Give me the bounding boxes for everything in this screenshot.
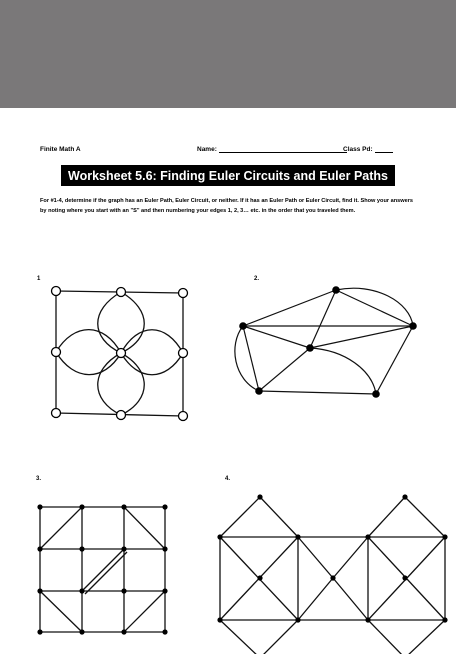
p4-vertex bbox=[257, 494, 262, 499]
p4-edge bbox=[298, 537, 333, 578]
problem-2-number: 2. bbox=[254, 276, 260, 282]
p4-vertex bbox=[365, 534, 370, 539]
p4-edge bbox=[405, 620, 445, 654]
p4-edge bbox=[368, 497, 405, 537]
p4-edge bbox=[260, 620, 298, 654]
p4-edge bbox=[220, 620, 260, 654]
p4-vertex bbox=[442, 617, 447, 622]
p4-edge bbox=[260, 497, 298, 537]
p4-edge bbox=[298, 578, 333, 620]
p4-vertex bbox=[365, 617, 370, 622]
p4-vertex bbox=[217, 617, 222, 622]
p4-vertex bbox=[442, 534, 447, 539]
p4-vertex bbox=[330, 575, 335, 580]
p4-edge bbox=[368, 620, 405, 654]
p4-vertex bbox=[295, 534, 300, 539]
problem-1-number: 1 bbox=[37, 276, 41, 282]
p4-edge bbox=[405, 497, 445, 537]
worksheet-title: Worksheet 5.6: Finding Euler Circuits and Euler Paths bbox=[61, 165, 395, 186]
p4-vertex bbox=[402, 494, 407, 499]
p4-vertex bbox=[257, 575, 262, 580]
instructions-text: For #1-4, determine if the graph has an Euler Path, Euler Circuit, or neither. If it has an Euler Path or Euler Circuit, find it. Show your answers by noting where you start with an "S" and then numbering your edges 1, 2, 3… etc. in the order that you traveled them. bbox=[40, 198, 413, 214]
p4-edge bbox=[220, 497, 260, 537]
p4-vertex bbox=[402, 575, 407, 580]
p4-vertex bbox=[217, 534, 222, 539]
problem-3-number: 3. bbox=[36, 476, 42, 482]
problem-4-number: 4. bbox=[225, 476, 231, 482]
p4-vertex bbox=[295, 617, 300, 622]
p4-edge bbox=[333, 578, 368, 620]
class-period-label: Class Pd: bbox=[343, 146, 373, 153]
p4-edge bbox=[333, 537, 368, 578]
name-label: Name: bbox=[197, 146, 217, 153]
course-label: Finite Math A bbox=[40, 146, 81, 153]
